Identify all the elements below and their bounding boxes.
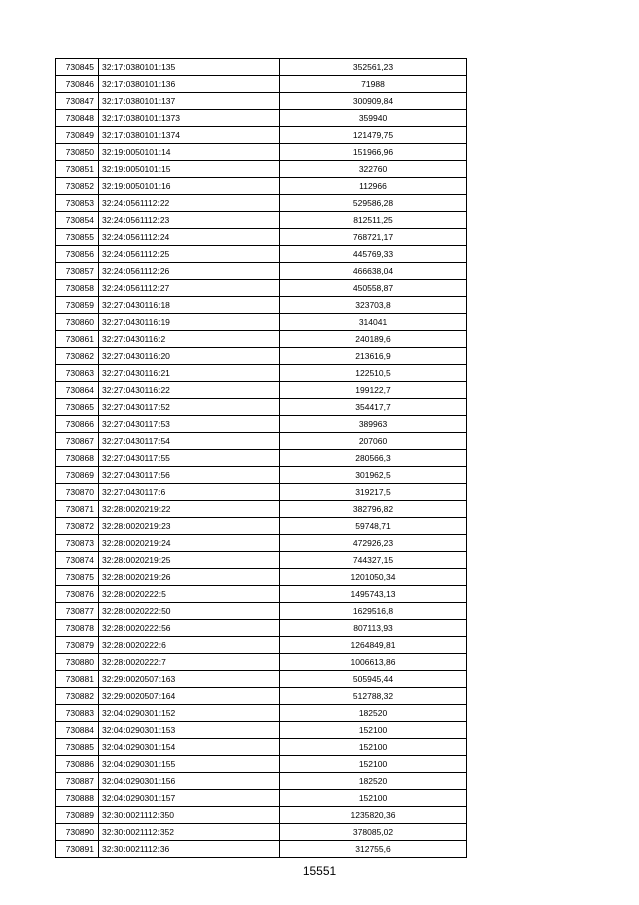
table-row bbox=[56, 501, 467, 518]
table-row bbox=[56, 586, 467, 603]
value-cell: 359940 bbox=[280, 110, 467, 127]
table-row bbox=[56, 841, 467, 858]
cadastral-code-cell: 32:27:0430116:18 bbox=[99, 297, 280, 314]
table-row bbox=[56, 297, 467, 314]
value-cell: 152100 bbox=[280, 722, 467, 739]
row-id-cell: 730879 bbox=[56, 637, 99, 654]
value-cell: 1264849,81 bbox=[280, 637, 467, 654]
table-row bbox=[56, 127, 467, 144]
table-row bbox=[56, 246, 467, 263]
table-row bbox=[56, 365, 467, 382]
row-id-cell: 730858 bbox=[56, 280, 99, 297]
row-id-cell: 730891 bbox=[56, 841, 99, 858]
row-id-cell: 730852 bbox=[56, 178, 99, 195]
table-row bbox=[56, 671, 467, 688]
row-id-cell: 730845 bbox=[56, 59, 99, 76]
cadastral-code-cell: 32:28:0020219:26 bbox=[99, 569, 280, 586]
row-id-cell: 730876 bbox=[56, 586, 99, 603]
cadastral-code-cell: 32:29:0020507:163 bbox=[99, 671, 280, 688]
cadastral-code-cell: 32:27:0430116:19 bbox=[99, 314, 280, 331]
table-row bbox=[56, 688, 467, 705]
value-cell: 122510,5 bbox=[280, 365, 467, 382]
cadastral-code-cell: 32:19:0050101:14 bbox=[99, 144, 280, 161]
value-cell: 182520 bbox=[280, 705, 467, 722]
value-cell: 1235820,36 bbox=[280, 807, 467, 824]
value-cell: 152100 bbox=[280, 756, 467, 773]
value-cell: 744327,15 bbox=[280, 552, 467, 569]
cadastral-code-cell: 32:17:0380101:136 bbox=[99, 76, 280, 93]
value-cell: 352561,23 bbox=[280, 59, 467, 76]
row-id-cell: 730867 bbox=[56, 433, 99, 450]
table-row bbox=[56, 144, 467, 161]
cadastral-code-cell: 32:27:0430117:54 bbox=[99, 433, 280, 450]
cadastral-code-cell: 32:28:0020219:23 bbox=[99, 518, 280, 535]
value-cell: 1006613,86 bbox=[280, 654, 467, 671]
value-cell: 382796,82 bbox=[280, 501, 467, 518]
row-id-cell: 730875 bbox=[56, 569, 99, 586]
row-id-cell: 730877 bbox=[56, 603, 99, 620]
cadastral-code-cell: 32:29:0020507:164 bbox=[99, 688, 280, 705]
cadastral-code-cell: 32:30:0021112:36 bbox=[99, 841, 280, 858]
row-id-cell: 730870 bbox=[56, 484, 99, 501]
table-row bbox=[56, 739, 467, 756]
row-id-cell: 730886 bbox=[56, 756, 99, 773]
row-id-cell: 730855 bbox=[56, 229, 99, 246]
value-cell: 807113,93 bbox=[280, 620, 467, 637]
table-body bbox=[56, 59, 467, 858]
table-row bbox=[56, 178, 467, 195]
row-id-cell: 730862 bbox=[56, 348, 99, 365]
table-row bbox=[56, 212, 467, 229]
value-cell: 152100 bbox=[280, 790, 467, 807]
cadastral-code-cell: 32:27:0430117:6 bbox=[99, 484, 280, 501]
cadastral-code-cell: 32:24:0561112:27 bbox=[99, 280, 280, 297]
value-cell: 768721,17 bbox=[280, 229, 467, 246]
table-row bbox=[56, 229, 467, 246]
value-cell: 152100 bbox=[280, 739, 467, 756]
value-cell: 121479,75 bbox=[280, 127, 467, 144]
cadastral-code-cell: 32:24:0561112:23 bbox=[99, 212, 280, 229]
cadastral-code-cell: 32:27:0430117:53 bbox=[99, 416, 280, 433]
cadastral-code-cell: 32:28:0020222:56 bbox=[99, 620, 280, 637]
table-row bbox=[56, 603, 467, 620]
table-row bbox=[56, 773, 467, 790]
row-id-cell: 730873 bbox=[56, 535, 99, 552]
value-cell: 59748,71 bbox=[280, 518, 467, 535]
value-cell: 529586,28 bbox=[280, 195, 467, 212]
cadastral-code-cell: 32:24:0561112:26 bbox=[99, 263, 280, 280]
table-row bbox=[56, 569, 467, 586]
row-id-cell: 730881 bbox=[56, 671, 99, 688]
row-id-cell: 730885 bbox=[56, 739, 99, 756]
value-cell: 472926,23 bbox=[280, 535, 467, 552]
table-row bbox=[56, 824, 467, 841]
row-id-cell: 730851 bbox=[56, 161, 99, 178]
cadastral-code-cell: 32:28:0020222:7 bbox=[99, 654, 280, 671]
cadastral-code-cell: 32:27:0430116:2 bbox=[99, 331, 280, 348]
table-row bbox=[56, 620, 467, 637]
value-cell: 445769,33 bbox=[280, 246, 467, 263]
table-row bbox=[56, 314, 467, 331]
table-row bbox=[56, 467, 467, 484]
row-id-cell: 730861 bbox=[56, 331, 99, 348]
table-row bbox=[56, 790, 467, 807]
table-row bbox=[56, 518, 467, 535]
table-row bbox=[56, 195, 467, 212]
cadastral-code-cell: 32:24:0561112:25 bbox=[99, 246, 280, 263]
row-id-cell: 730871 bbox=[56, 501, 99, 518]
value-cell: 323703,8 bbox=[280, 297, 467, 314]
cadastral-code-cell: 32:27:0430117:56 bbox=[99, 467, 280, 484]
value-cell: 1201050,34 bbox=[280, 569, 467, 586]
cadastral-code-cell: 32:04:0290301:153 bbox=[99, 722, 280, 739]
cadastral-code-cell: 32:30:0021112:352 bbox=[99, 824, 280, 841]
value-cell: 151966,96 bbox=[280, 144, 467, 161]
value-cell: 319217,5 bbox=[280, 484, 467, 501]
table-row bbox=[56, 756, 467, 773]
table-row bbox=[56, 93, 467, 110]
cadastral-code-cell: 32:27:0430117:52 bbox=[99, 399, 280, 416]
row-id-cell: 730849 bbox=[56, 127, 99, 144]
row-id-cell: 730863 bbox=[56, 365, 99, 382]
row-id-cell: 730872 bbox=[56, 518, 99, 535]
cadastral-code-cell: 32:28:0020222:6 bbox=[99, 637, 280, 654]
value-cell: 1629516,8 bbox=[280, 603, 467, 620]
cadastral-code-cell: 32:24:0561112:22 bbox=[99, 195, 280, 212]
row-id-cell: 730850 bbox=[56, 144, 99, 161]
table-row bbox=[56, 433, 467, 450]
table-row bbox=[56, 705, 467, 722]
row-id-cell: 730864 bbox=[56, 382, 99, 399]
cadastral-code-cell: 32:24:0561112:24 bbox=[99, 229, 280, 246]
value-cell: 207060 bbox=[280, 433, 467, 450]
row-id-cell: 730848 bbox=[56, 110, 99, 127]
cadastral-code-cell: 32:19:0050101:15 bbox=[99, 161, 280, 178]
cadastral-code-cell: 32:27:0430116:20 bbox=[99, 348, 280, 365]
row-id-cell: 730859 bbox=[56, 297, 99, 314]
cadastral-code-cell: 32:27:0430116:21 bbox=[99, 365, 280, 382]
page-number: 15551 bbox=[302, 864, 337, 878]
value-cell: 354417,7 bbox=[280, 399, 467, 416]
row-id-cell: 730880 bbox=[56, 654, 99, 671]
table-row bbox=[56, 331, 467, 348]
value-cell: 301962,5 bbox=[280, 467, 467, 484]
table-row bbox=[56, 348, 467, 365]
table-row bbox=[56, 399, 467, 416]
value-cell: 466638,04 bbox=[280, 263, 467, 280]
row-id-cell: 730868 bbox=[56, 450, 99, 467]
cadastral-code-cell: 32:28:0020222:50 bbox=[99, 603, 280, 620]
row-id-cell: 730857 bbox=[56, 263, 99, 280]
cadastral-code-cell: 32:28:0020219:24 bbox=[99, 535, 280, 552]
value-cell: 213616,9 bbox=[280, 348, 467, 365]
cadastral-code-cell: 32:27:0430116:22 bbox=[99, 382, 280, 399]
table-row bbox=[56, 76, 467, 93]
value-cell: 1495743,13 bbox=[280, 586, 467, 603]
value-cell: 182520 bbox=[280, 773, 467, 790]
row-id-cell: 730883 bbox=[56, 705, 99, 722]
value-cell: 312755,6 bbox=[280, 841, 467, 858]
cadastral-code-cell: 32:27:0430117:55 bbox=[99, 450, 280, 467]
value-cell: 300909,84 bbox=[280, 93, 467, 110]
value-cell: 112966 bbox=[280, 178, 467, 195]
table-row bbox=[56, 382, 467, 399]
row-id-cell: 730854 bbox=[56, 212, 99, 229]
row-id-cell: 730869 bbox=[56, 467, 99, 484]
table-row bbox=[56, 484, 467, 501]
cadastral-code-cell: 32:19:0050101:16 bbox=[99, 178, 280, 195]
value-cell: 322760 bbox=[280, 161, 467, 178]
table-row bbox=[56, 59, 467, 76]
table-row bbox=[56, 552, 467, 569]
cadastral-code-cell: 32:17:0380101:1374 bbox=[99, 127, 280, 144]
cadastral-code-cell: 32:28:0020222:5 bbox=[99, 586, 280, 603]
row-id-cell: 730853 bbox=[56, 195, 99, 212]
cadastral-code-cell: 32:04:0290301:154 bbox=[99, 739, 280, 756]
cadastral-code-cell: 32:04:0290301:157 bbox=[99, 790, 280, 807]
table-row bbox=[56, 807, 467, 824]
cadastral-code-cell: 32:28:0020219:25 bbox=[99, 552, 280, 569]
cadastral-code-cell: 32:17:0380101:135 bbox=[99, 59, 280, 76]
row-id-cell: 730888 bbox=[56, 790, 99, 807]
row-id-cell: 730882 bbox=[56, 688, 99, 705]
value-cell: 812511,25 bbox=[280, 212, 467, 229]
value-cell: 389963 bbox=[280, 416, 467, 433]
row-id-cell: 730889 bbox=[56, 807, 99, 824]
value-cell: 450558,87 bbox=[280, 280, 467, 297]
table-row bbox=[56, 535, 467, 552]
cadastral-code-cell: 32:17:0380101:137 bbox=[99, 93, 280, 110]
value-cell: 280566,3 bbox=[280, 450, 467, 467]
value-cell: 512788,32 bbox=[280, 688, 467, 705]
row-id-cell: 730846 bbox=[56, 76, 99, 93]
table-row bbox=[56, 722, 467, 739]
row-id-cell: 730860 bbox=[56, 314, 99, 331]
table-row bbox=[56, 416, 467, 433]
cadastral-code-cell: 32:04:0290301:155 bbox=[99, 756, 280, 773]
row-id-cell: 730874 bbox=[56, 552, 99, 569]
cadastral-code-cell: 32:28:0020219:22 bbox=[99, 501, 280, 518]
cadastral-code-cell: 32:30:0021112:350 bbox=[99, 807, 280, 824]
table-row bbox=[56, 263, 467, 280]
value-cell: 199122,7 bbox=[280, 382, 467, 399]
value-cell: 240189,6 bbox=[280, 331, 467, 348]
row-id-cell: 730890 bbox=[56, 824, 99, 841]
table-row bbox=[56, 280, 467, 297]
table-row bbox=[56, 654, 467, 671]
row-id-cell: 730884 bbox=[56, 722, 99, 739]
cadastral-code-cell: 32:04:0290301:156 bbox=[99, 773, 280, 790]
data-table bbox=[55, 58, 467, 858]
row-id-cell: 730866 bbox=[56, 416, 99, 433]
cadastral-code-cell: 32:04:0290301:152 bbox=[99, 705, 280, 722]
table-row bbox=[56, 110, 467, 127]
table-row bbox=[56, 161, 467, 178]
row-id-cell: 730856 bbox=[56, 246, 99, 263]
row-id-cell: 730878 bbox=[56, 620, 99, 637]
value-cell: 71988 bbox=[280, 76, 467, 93]
cadastral-code-cell: 32:17:0380101:1373 bbox=[99, 110, 280, 127]
table-row bbox=[56, 637, 467, 654]
row-id-cell: 730865 bbox=[56, 399, 99, 416]
row-id-cell: 730887 bbox=[56, 773, 99, 790]
row-id-cell: 730847 bbox=[56, 93, 99, 110]
value-cell: 505945,44 bbox=[280, 671, 467, 688]
value-cell: 378085,02 bbox=[280, 824, 467, 841]
value-cell: 314041 bbox=[280, 314, 467, 331]
table-row bbox=[56, 450, 467, 467]
